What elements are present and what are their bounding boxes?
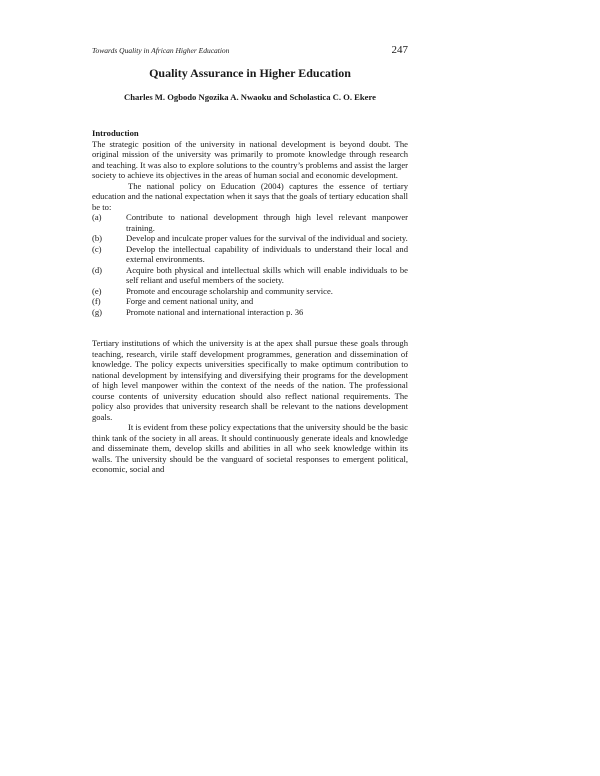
- list-marker: (c): [92, 243, 102, 254]
- list-text: Promote national and international interaction p. 36: [126, 306, 304, 317]
- paragraph-4: It is evident from these policy expectations that the university should be the basic think tank of the society in all areas. It should continuously generate ideals and knowledge and disseminate them, develop skills and abilities in all who seek knowledge within its walls. The university should be the vanguard of societal responses to emergent political, economic, social and: [92, 422, 408, 474]
- list-marker: (d): [92, 264, 103, 275]
- list-text: Contribute to national development through high level relevant manpower training.: [126, 212, 408, 233]
- paragraph-1: The strategic position of the university in national development is beyond doubt. The original mission of the university was primarily to promote knowledge through research and teaching. It was also to explore solutions to the country’s problems and assist the larger society to achieve its objectives in the areas of human social and economic development.: [92, 138, 408, 180]
- article-body: [92, 128, 408, 475]
- list-text: Develop and inculcate proper values for the survival of the individual and society.: [126, 233, 408, 243]
- list-text: Promote and encourage scholarship and community service.: [126, 285, 333, 296]
- list-marker: (f): [92, 296, 101, 306]
- list-item: [92, 307, 408, 318]
- paragraph-2: The national policy on Education (2004) captures the essence of tertiary education and the national expectation when it says that the goals of tertiary education shall be to:: [92, 180, 408, 212]
- list-marker: (e): [92, 285, 102, 296]
- paragraph-3: Tertiary institutions of which the university is at the apex shall pursue these goals through teaching, research, virile staff development programmes, generation and dissemination of knowledge. The policy expects universities specifically to make optimum contribution to national development by intensifying and diversifying their programs for the development of high level manpower within the context of the needs of the nation. The professional course contents of university education should also reflect national requirements. The policy also provides that university research shall be relevant to the nations development goals.: [92, 338, 408, 422]
- spacer: [92, 317, 408, 328]
- running-header: [92, 44, 408, 56]
- list-text: Acquire both physical and intellectual skills which will enable individuals to be self reliant and useful members of the society.: [126, 264, 408, 285]
- list-marker: (b): [92, 233, 103, 243]
- list-text: Forge and cement national unity, and: [126, 296, 254, 306]
- section-heading: Introduction: [92, 128, 139, 138]
- list-item: [92, 296, 408, 307]
- list-marker: (g): [92, 306, 103, 317]
- page-number: 247: [391, 44, 408, 56]
- list-item: [92, 233, 408, 244]
- list-marker: (a): [92, 212, 102, 222]
- article-authors: Charles M. Ogbodo Ngozika A. Nwaoku and Scholastica C. O. Ekere: [124, 92, 376, 102]
- spacer: [92, 328, 408, 339]
- article-title: Quality Assurance in Higher Education: [149, 66, 351, 80]
- journal-title: Towards Quality in African Higher Education: [92, 46, 230, 55]
- goals-list: [92, 212, 408, 317]
- list-item: [92, 244, 408, 265]
- list-item: [92, 286, 408, 297]
- list-item: [92, 212, 408, 233]
- list-item: [92, 265, 408, 286]
- list-text: Develop the intellectual capability of individuals to understand their local and external environments.: [126, 243, 408, 264]
